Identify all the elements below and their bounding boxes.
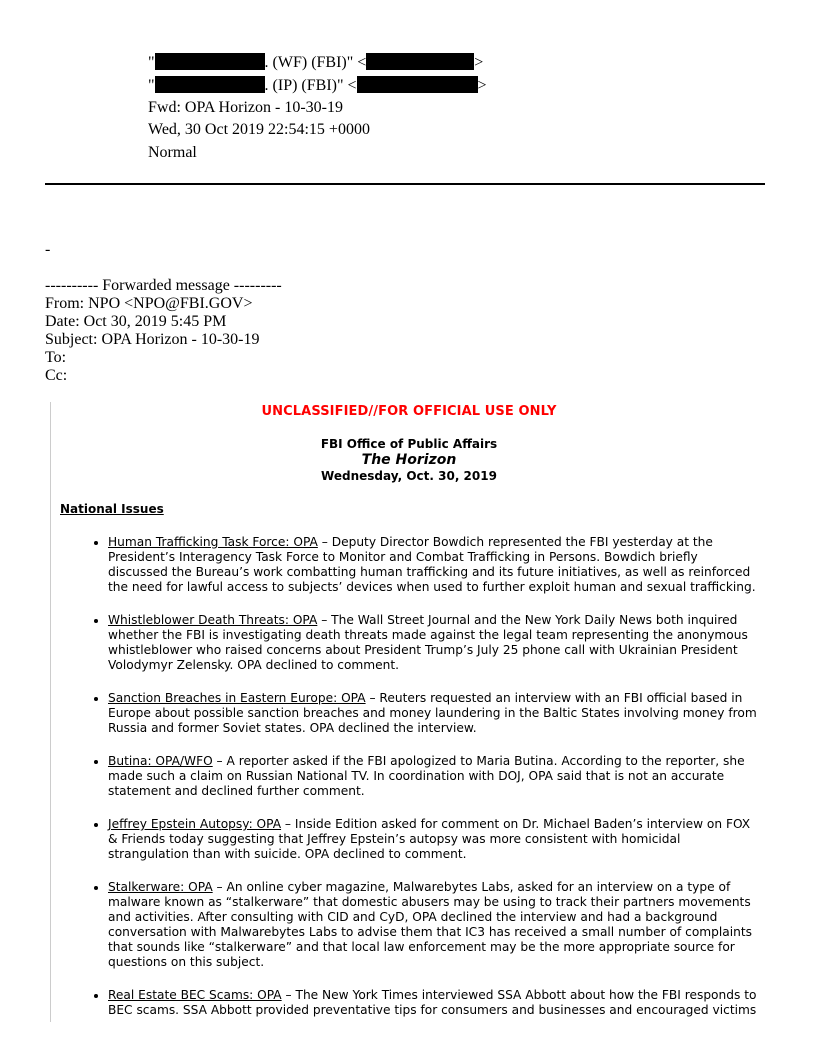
news-item-text: – A reporter asked if the FBI apologized to Maria Butina. According to the reporter, she made such a claim on Russian National TV. In coordination with DOJ, OPA said that is not an accurate statement and declined further comment. <box>108 754 745 798</box>
news-item-text: – Reuters requested an interview with an FBI official based in Europe about possible sanction breaches and money laundering in the Baltic States involving money from Russia and former Soviet states. OPA declined the interview. <box>108 691 757 735</box>
forwarded-from: From: NPO <NPO@FBI.GOV> <box>45 295 253 312</box>
news-item-text: – The New York Times interviewed SSA Abbott about how the FBI responds to BEC scams. SSA Abbott provided preventative tips for consumers and businesses and encouraged victims <box>108 988 757 1017</box>
news-item-text: – The Wall Street Journal and the New York Daily News both inquired whether the FBI is investigating death threats made against the legal team representing the anonymous whistleblower who raised concerns about President Trump’s July 25 phone call with Ukrainian President Volodymyr Zelensky. OPA declined to comment. <box>108 613 748 672</box>
news-list <box>51 535 758 1022</box>
header-divider <box>45 183 765 185</box>
masthead <box>51 437 767 483</box>
date-value: Wed, 30 Oct 2019 22:54:15 +0000 <box>148 121 370 138</box>
news-item-tag: Jeffrey Epstein Autopsy: OPA <box>108 817 282 831</box>
office-name: FBI Office of Public Affairs <box>320 437 498 451</box>
dash-line: - <box>45 241 51 258</box>
forwarded-subject: Subject: OPA Horizon - 10-30-19 <box>45 331 260 348</box>
news-item-tag: Real Estate BEC Scams: OPA <box>108 988 282 1002</box>
newsletter-title: The Horizon <box>361 452 457 468</box>
news-item-tag: Stalkerware: OPA <box>108 880 213 894</box>
to-value: " . (IP) (FBI)" < > <box>148 77 487 94</box>
news-item-tag: Sanction Breaches in Eastern Europe: OPA <box>108 691 366 705</box>
news-item <box>108 988 758 1018</box>
forwarded-cc: Cc: <box>45 367 68 384</box>
forwarded-to: To: <box>45 349 67 366</box>
news-item-text: – Deputy Director Bowdich represented the FBI yesterday at the President’s Interagency Task Force to Monitor and Combat Trafficking in Persons. Bowdich briefly discussed the Bureau’s work combatting human trafficking and its future initiatives, as well as reinforced the need for lawful access to subjects’ devices when used to further exploit human and sexual trafficking. <box>108 535 756 594</box>
quoted-newsletter <box>50 402 767 1022</box>
newsletter-date: Wednesday, Oct. 30, 2019 <box>321 469 497 483</box>
news-item <box>108 754 758 799</box>
forward-marker: ---------- Forwarded message --------- <box>45 277 282 294</box>
redaction-bar <box>155 53 265 70</box>
news-item-text: – Inside Edition asked for comment on Dr. Michael Baden’s interview on FOX & Friends today suggesting that Jeffrey Epstein’s autopsy was more consistent with homicidal strangulation than with suicide. OPA declined to comment. <box>108 817 751 861</box>
classification-banner: UNCLASSIFIED//FOR OFFICIAL USE ONLY <box>261 404 557 419</box>
importance-value: Normal <box>148 144 197 161</box>
news-item-tag: Human Trafficking Task Force: OPA <box>108 535 318 549</box>
news-item-tag: Whistleblower Death Threats: OPA <box>108 613 318 627</box>
news-item <box>108 691 758 736</box>
news-item-tag: Butina: OPA/WFO <box>108 754 213 768</box>
news-item <box>108 817 758 862</box>
news-item-text: – An online cyber magazine, Malwarebytes Labs, asked for an interview on a type of malware known as “stalkerware” that domestic abusers may be using to track their partners movements and activities. After consulting with CID and CyD, OPA declined the interview and had a background conversation with Malwarebytes Labs to advise them that IC3 has received a small number of complaints that sounds like “stalkerware” and that local law enforcement may be the more appropriate source for questions on this subject. <box>108 880 752 969</box>
news-item <box>108 880 758 970</box>
news-item <box>108 535 758 595</box>
redaction-bar <box>155 76 265 93</box>
redaction-bar <box>357 76 478 93</box>
forwarded-date: Date: Oct 30, 2019 5:45 PM <box>45 313 227 330</box>
from-value: " . (WF) (FBI)" < > <box>148 54 484 71</box>
news-item <box>108 613 758 673</box>
redaction-bar <box>366 53 474 70</box>
section-heading: National Issues <box>60 502 164 516</box>
subject-value: Fwd: OPA Horizon - 10-30-19 <box>148 99 343 116</box>
